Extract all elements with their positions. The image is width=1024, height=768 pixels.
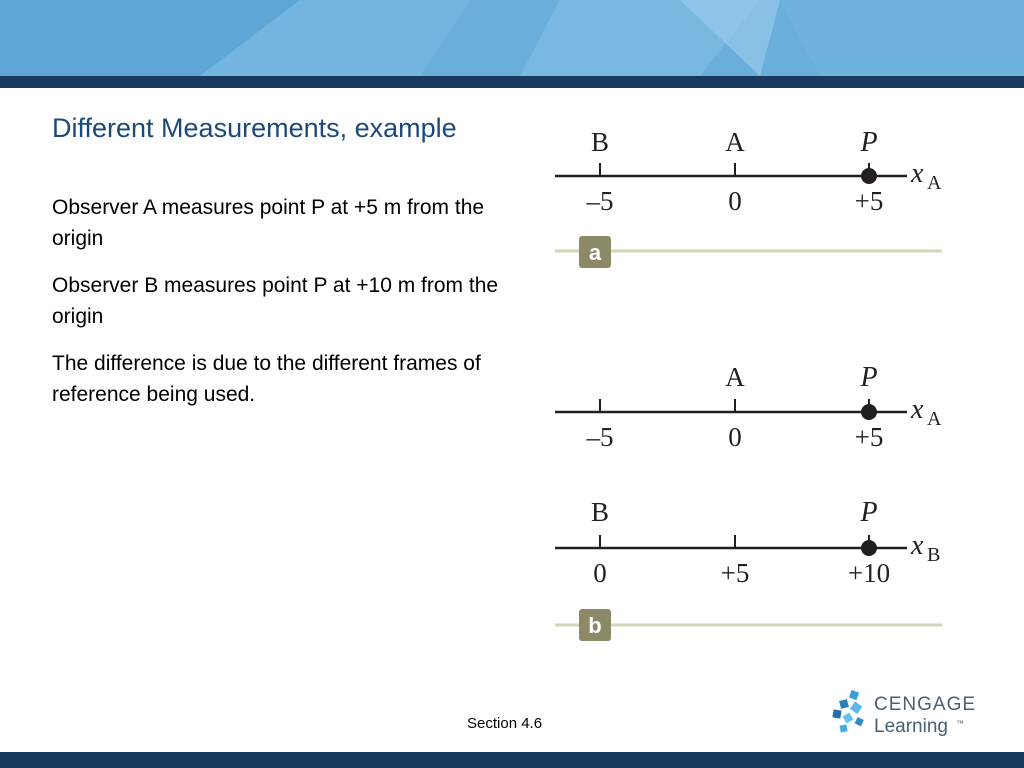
cengage-learning-logo [830,688,990,740]
logo-trademark: ™ [956,719,964,728]
point-p-marker [861,540,877,556]
axis-label-b: B [590,127,610,157]
header-divider [0,76,1024,88]
footer-bar [0,752,1024,768]
axis-label-b: B [590,497,610,527]
tick-label: +5 [854,186,884,216]
bullet-item: Observer A measures point P at +5 m from the origin [52,196,485,250]
tick-label: +5 [720,558,750,588]
panel-badge-a-label: a [588,240,602,265]
bullet-item: The difference is due to the different frames of reference being used. [52,352,481,406]
tick-label: +5 [854,422,884,452]
section-label: Section 4.6 [467,715,543,732]
axis-label-p: P [860,497,878,528]
axis-subscript: A [927,408,942,430]
point-p-marker [861,404,877,420]
panel-a-separator [555,236,942,268]
logo-mark-icon [832,690,864,733]
bullet-list [52,192,522,426]
panel-b-separator [555,609,942,641]
axis-subscript: B [927,544,941,566]
axis-label-a: A [725,127,745,157]
axis-variable: x [911,530,924,561]
axis-variable: x [911,158,924,189]
slide-title: Different Measurements, example [52,113,457,143]
banner-pattern [0,0,1024,76]
tick-label: –5 [586,186,614,216]
header-banner [0,0,1024,76]
tick-label: 0 [728,422,742,452]
axis-panel-b-observer-a [555,362,942,452]
tick-label: 0 [593,558,607,588]
point-p-marker [861,168,877,184]
panel-badge-b-label: b [588,613,602,638]
axis-label-a: A [725,362,745,392]
logo-wordmark-bottom: Learning [874,716,948,737]
bullet-item: Observer B measures point P at +10 m from the origin [52,274,499,328]
reference-frames-figure [545,115,955,645]
tick-label: –5 [586,422,614,452]
axis-panel-a [555,127,942,216]
axis-panel-b-observer-b [555,497,940,588]
axis-subscript: A [927,172,942,194]
logo-wordmark-top: CENGAGE [874,694,977,715]
axis-label-p: P [860,362,878,393]
tick-label: 0 [728,186,742,216]
axis-variable: x [911,394,924,425]
tick-label: +10 [847,558,891,588]
axis-label-p: P [860,127,878,158]
